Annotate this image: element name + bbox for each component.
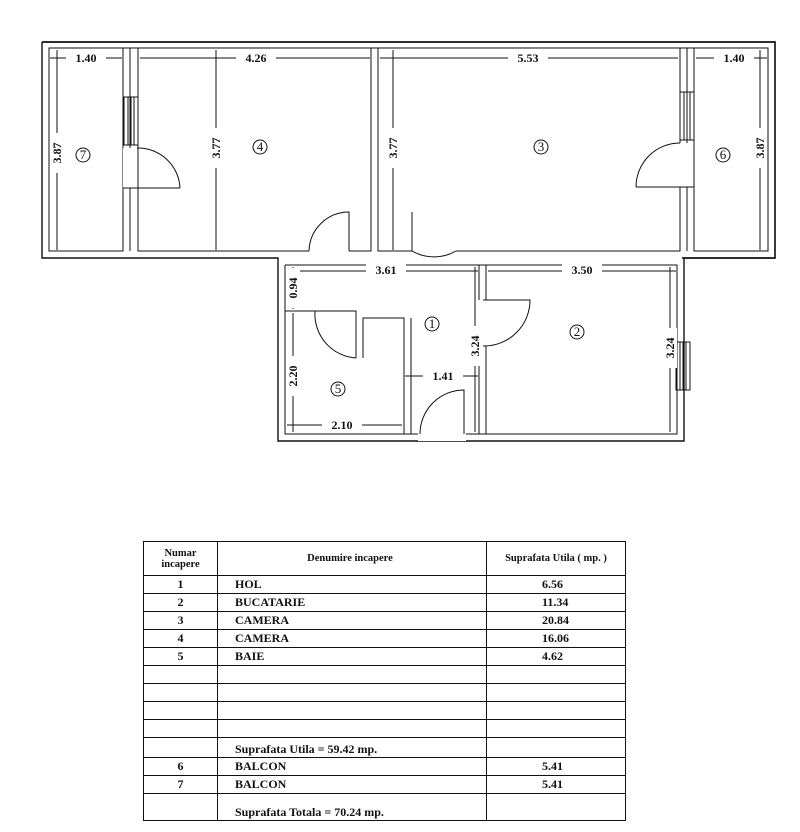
dim-r5-height: 2.20 [286, 365, 300, 387]
row-number: 3 [144, 612, 218, 630]
dim-r2-height: 3.24 [663, 337, 677, 359]
row-number: 6 [144, 758, 218, 776]
header-room-number: Numar incapere [144, 542, 218, 576]
row-name: BALCON [218, 758, 487, 776]
table-row [144, 648, 626, 666]
header-useful-area: Suprafata Utila ( mp. ) [487, 542, 626, 576]
row-number: 4 [144, 630, 218, 648]
table-row [144, 630, 626, 648]
room-7-marker: 7 [79, 147, 87, 162]
row-area: 5.41 [487, 758, 626, 776]
row-area: 4.62 [487, 648, 626, 666]
dim-r2-width: 3.50 [571, 263, 593, 277]
row-number: 7 [144, 776, 218, 794]
dim-hall-depth: 0.94 [286, 277, 300, 299]
table-header-row [144, 542, 626, 576]
dim-r3-height: 3.77 [386, 137, 400, 159]
dim-r6-height: 3.87 [753, 137, 767, 159]
row-name: CAMERA [218, 612, 487, 630]
row-name: CAMERA [218, 630, 487, 648]
grand-total: Suprafata Totala = 70.24 mp. [218, 794, 487, 821]
table-row [144, 776, 626, 794]
table-row-empty [144, 720, 626, 738]
row-area: 20.84 [487, 612, 626, 630]
row-name: BALCON [218, 776, 487, 794]
row-area: 16.06 [487, 630, 626, 648]
table-row [144, 594, 626, 612]
room-2-marker: 2 [573, 324, 581, 339]
room-3-walls [378, 48, 694, 260]
row-area: 5.41 [487, 776, 626, 794]
room-1-marker: 1 [428, 316, 436, 331]
room-7-walls [49, 48, 180, 251]
dim-hall-width: 3.61 [375, 263, 397, 277]
row-name: BAIE [218, 648, 487, 666]
row-number: 1 [144, 576, 218, 594]
room-4-marker: 4 [256, 139, 264, 154]
header-room-name: Denumire incapere [218, 542, 487, 576]
table-row-empty [144, 666, 626, 684]
row-number: 5 [144, 648, 218, 666]
dim-r6-width: 1.40 [723, 51, 745, 65]
row-number: 2 [144, 594, 218, 612]
room-6-marker: 6 [719, 147, 727, 162]
table-row-empty [144, 684, 626, 702]
dim-r4-width: 4.26 [245, 51, 267, 65]
useful-total: Suprafata Utila = 59.42 mp. [218, 738, 487, 758]
grand-total-row [144, 794, 626, 821]
room-3-marker: 3 [537, 139, 545, 154]
table-row [144, 576, 626, 594]
row-area: 11.34 [487, 594, 626, 612]
table-row-empty [144, 702, 626, 720]
dim-r3-width: 5.53 [517, 51, 539, 65]
row-name: HOL [218, 576, 487, 594]
room-5-marker: 5 [334, 381, 342, 396]
table-row [144, 612, 626, 630]
dim-r4-height: 3.77 [209, 137, 223, 159]
lower-walls [285, 265, 690, 441]
dim-hall-lower: 1.41 [432, 369, 454, 383]
room-area-table [143, 541, 626, 821]
dim-hall-height: 3.24 [468, 335, 482, 357]
row-name: BUCATARIE [218, 594, 487, 612]
dim-r7-height: 3.87 [50, 142, 64, 164]
dim-r5-width: 2.10 [331, 418, 353, 432]
dimension-labels [50, 51, 767, 432]
table-row [144, 758, 626, 776]
outer-walls [42, 42, 775, 441]
dim-r7-width: 1.40 [75, 51, 97, 65]
dimension-lines [50, 50, 767, 432]
useful-total-row [144, 738, 626, 758]
row-area: 6.56 [487, 576, 626, 594]
